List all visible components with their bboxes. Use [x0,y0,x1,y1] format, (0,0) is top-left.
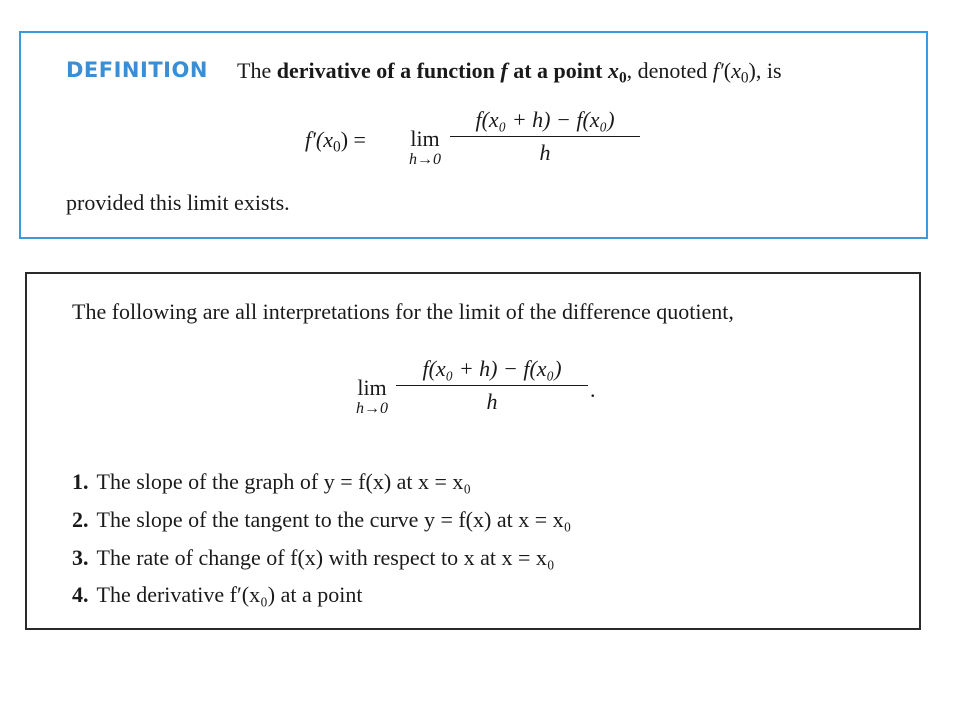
definition-limit: lim h→0 [409,126,441,168]
list-item: 4. The derivative f′(x₀) at a point [72,582,363,607]
interpretations-period: . [590,377,596,402]
interpretations-box [25,272,921,630]
definition-sentence: The derivative of a function f at a point $x_0$, denoted $f'(x_0)$, is [237,58,782,87]
list-item: 2. The slope of the tangent to the curve y = f(x) at x = x₀ [72,507,572,532]
interpretations-limit: lim h→0 [356,375,388,417]
definition-denominator: h [450,136,640,166]
list-item: 3. The rate of change of f(x) with respect to x at x = x₀ [72,545,555,570]
definition-closing: provided this limit exists. [66,190,290,215]
interpretations-fraction [396,356,588,416]
interpretations-numerator: f(x₀ + h) − f(x₀) [422,356,562,381]
definition-numerator: f(x₀ + h) − f(x₀) [475,107,615,132]
list-item: 1. The slope of the graph of y = f(x) at x = x₀ [72,469,472,494]
interpretations-denominator: h [396,385,588,415]
definition-fraction [450,107,640,167]
interpretations-intro: The following are all interpretations for the limit of the difference quotient, [72,299,734,324]
definition-label: DEFINITION [66,58,208,82]
definition-formula-lhs: $f'(x_0)$ = [305,127,366,156]
